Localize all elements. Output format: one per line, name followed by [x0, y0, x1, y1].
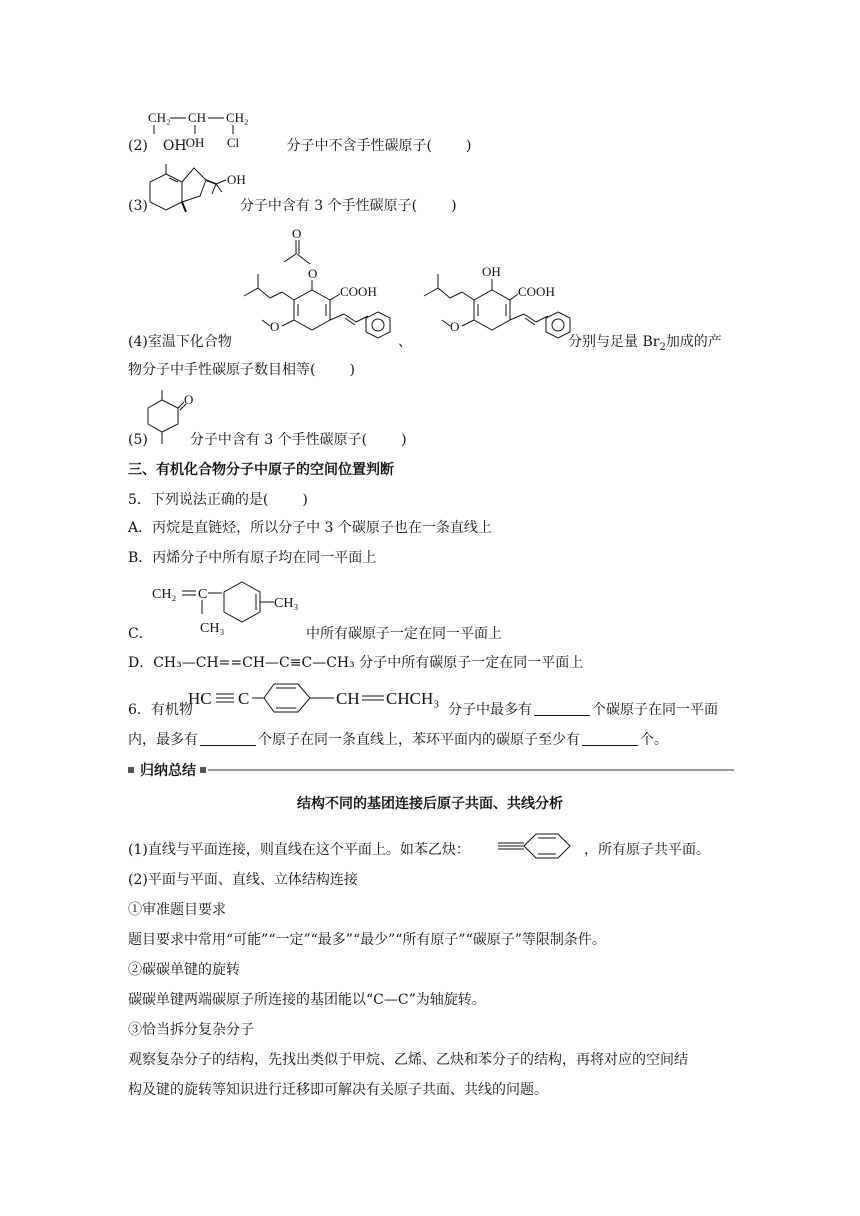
q6-stem-a: 6．有机物 — [128, 702, 193, 718]
q4-item3 — [128, 196, 457, 216]
q5-option-d: D．CH₃—CH==CH—C≡C—CH₃ 分子中所有碳原子一定在同一平面上 — [128, 655, 584, 671]
summary-title: 结构不同的基团连接后原子共面、共线分析 — [297, 796, 563, 812]
structure-4-hydroxy-compound — [412, 262, 582, 354]
item3-close: ) — [451, 198, 457, 214]
s2-oh-a: OH — [162, 138, 187, 154]
sC-ch2: CH₂ — [152, 587, 177, 602]
summary-p1-b: ，所有原子共平面。 — [584, 842, 710, 858]
summary-label: 归纳总结 — [140, 763, 196, 779]
item5-text: 分子中含有 3 个手性碳原子( — [189, 432, 368, 448]
s2-ch2-b: CH₂ — [226, 110, 249, 125]
q5-option-c-label: C． — [128, 626, 153, 642]
s2-cl: Cl — [226, 135, 240, 150]
s4b-oh: OH — [482, 264, 501, 279]
s4a-o-carbonyl: O — [292, 226, 302, 241]
summary-bullet-icon — [128, 767, 134, 773]
s5-o: O — [184, 392, 194, 407]
q4-item4-sep: 、 — [398, 334, 412, 350]
summary-p2: (2)平面与平面、直线、立体结构连接 — [128, 872, 358, 888]
structure-6-phenyl-alkyne-alkene — [186, 682, 448, 716]
item4-text-c: 加成的产 — [665, 334, 722, 350]
q5-option-b: B．丙烯分子中所有原子均在同一平面上 — [128, 550, 377, 566]
sC-c: C — [198, 587, 208, 602]
summary-s2: ②碳碳单键的旋转 — [128, 962, 240, 978]
section3-title: 三、有机化合物分子中原子的空间位置判断 — [128, 462, 394, 478]
summary-p1-a: (1)直线与平面连接，则直线在这个平面上。如苯乙炔： — [128, 842, 470, 858]
summary-s3-text2: 构及键的旋转等知识进行迁移即可解决有关原子共面、共线的问题。 — [128, 1082, 548, 1098]
q4-item4-tail — [568, 332, 722, 358]
item2-num: (2) — [128, 138, 148, 154]
q6-line2-a: 内，最多有 — [128, 732, 198, 748]
summary-s3-text1: 观察复杂分子的结构，先找出类似于甲烷、乙烯、乙炔和苯分子的结构，再将对应的空间结 — [128, 1052, 688, 1068]
item5-num: (5) — [128, 432, 148, 448]
q6-line2-b: 个原子在同一条直线上，苯环平面内的碳原子至少有 — [258, 732, 580, 748]
q6-blank-3[interactable] — [582, 731, 638, 746]
summary-bullet-icon-2 — [200, 767, 206, 773]
q4-item5 — [128, 430, 407, 450]
item4-sub: 2 — [659, 341, 666, 353]
item2-text: 分子中不含手性碳原子( — [286, 138, 432, 154]
q6-blank-1[interactable] — [534, 701, 590, 716]
s4a-o-ester: O — [308, 266, 318, 281]
s4b-o-methoxy: O — [450, 319, 460, 334]
item4-num: (4) — [128, 334, 148, 350]
s4b-cooh: COOH — [518, 284, 555, 299]
item3-text: 分子中含有 3 个手性碳原子( — [239, 198, 418, 214]
s2-oh-b: OH — [185, 135, 205, 150]
structure-4-acetate-compound — [234, 224, 404, 352]
s6-chch3: CHCH₃ — [386, 689, 440, 708]
q4-item2 — [128, 136, 471, 156]
q6-stem-c: 个碳原子在同一平面 — [592, 702, 718, 718]
item2-close: ) — [466, 138, 472, 154]
summary-header — [128, 762, 734, 778]
q6-line2 — [128, 730, 668, 750]
q5-close: ) — [302, 492, 308, 508]
item5-close: ) — [401, 432, 407, 448]
q6-line2-c: 个。 — [640, 732, 668, 748]
q4-item4-line1 — [128, 332, 232, 352]
q5-stem — [128, 490, 308, 510]
summary-s1: ①审准题目要求 — [128, 902, 226, 918]
q5-stem-text: 5．下列说法正确的是( — [128, 492, 269, 508]
sC-ch3-a: CH₃ — [200, 621, 225, 636]
s6-c: C — [238, 689, 250, 708]
s4a-cooh: COOH — [340, 284, 377, 299]
summary-s3: ③恰当拆分复杂分子 — [128, 1022, 254, 1038]
q6-blank-2[interactable] — [200, 731, 256, 746]
sC-ch3-b: CH₃ — [274, 596, 299, 611]
item3-num: (3) — [128, 198, 148, 214]
item4-close: ) — [349, 362, 355, 378]
structure-phenylacetylene — [496, 832, 582, 862]
q4-item4-line2 — [128, 360, 355, 380]
s2-ch2-a: CH₂ — [148, 110, 171, 125]
s6-ch: CH — [336, 689, 360, 708]
q5-option-a: A．丙烷是直链烃，所以分子中 3 个碳原子也在一条直线上 — [128, 520, 492, 536]
item4-text-a: 室温下化合物 — [147, 334, 232, 350]
summary-divider — [208, 769, 734, 771]
s4a-o-methoxy: O — [270, 319, 280, 334]
s2-ch: CH — [188, 110, 207, 125]
structure-c-limonene — [150, 578, 310, 640]
item4-text-d: 物分子中手性碳原子数目相等( — [128, 362, 316, 378]
summary-s1-text: 题目要求中常用“可能”“一定”“最多”“最少”“所有原子”“碳原子”等限制条件。 — [128, 932, 606, 948]
item4-text-b: 分别与足量 Br — [568, 334, 660, 350]
q6-stem-rest — [448, 700, 718, 720]
q5-option-c-text: 中所有碳原子一定在同一平面上 — [306, 626, 502, 642]
s6-hc: HC — [188, 689, 212, 708]
q6-stem-b: 分子中最多有 — [448, 702, 532, 718]
s3-oh: OH — [227, 172, 246, 187]
summary-s2-text: 碳碳单键两端碳原子所连接的基团能以“C—C”为轴旋转。 — [128, 992, 486, 1008]
